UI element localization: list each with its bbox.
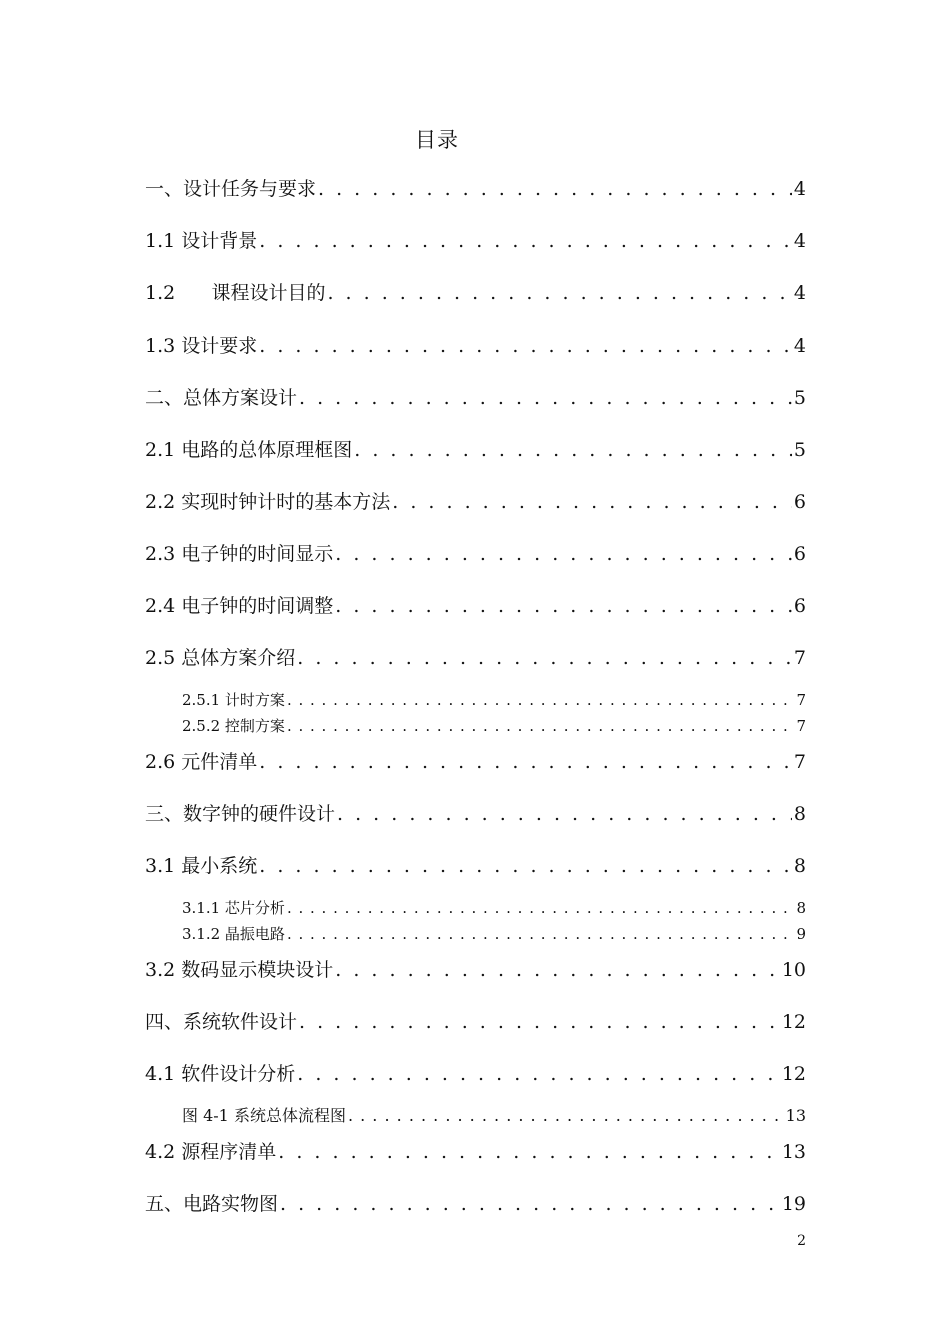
toc-leader-dots [297, 1060, 780, 1088]
toc-entry[interactable] [145, 279, 806, 307]
toc-entry-label: 二、总体方案设计 [145, 387, 298, 409]
toc-entry[interactable] [145, 332, 806, 360]
toc-entry[interactable] [145, 436, 806, 464]
toc-entry-page: 4 [793, 282, 806, 304]
toc-entry[interactable] [145, 384, 806, 412]
toc-entry-label: 2.3 电子钟的时间显示 [145, 543, 334, 565]
toc-entry-page: 13 [781, 1141, 806, 1163]
toc-title: 目录 [415, 128, 459, 152]
toc-entry-label: 2.1 电路的总体原理框图 [145, 439, 353, 461]
toc-entry[interactable] [145, 644, 806, 672]
toc-entry[interactable] [145, 1138, 806, 1166]
toc-subentry[interactable] [182, 689, 806, 711]
toc-leader-dots [259, 332, 792, 360]
toc-entry-page: 4 [793, 230, 806, 252]
toc-entry-label: 2.5.2 控制方案 [182, 717, 285, 735]
toc-subentry[interactable] [182, 923, 806, 945]
toc-entry[interactable] [145, 488, 806, 516]
toc-entry-page: 7 [796, 691, 806, 709]
toc-entry-label: 1.1 设计背景 [145, 230, 258, 252]
toc-entry-page: 13 [785, 1106, 806, 1125]
toc-entry-page: 4 [793, 178, 806, 200]
toc-entry[interactable] [145, 852, 806, 880]
toc-leader-dots [259, 227, 792, 255]
toc-entry-label: 2.4 电子钟的时间调整 [145, 595, 334, 617]
toc-entry-label: 2.5.1 计时方案 [182, 691, 285, 709]
toc-entry-page: 7 [793, 751, 806, 773]
toc-entry-page: 6 [793, 543, 806, 565]
toc-leader-dots [354, 436, 792, 464]
toc-leader-dots [259, 852, 792, 880]
toc-leader-dots [327, 279, 791, 307]
toc-entry-page: 5 [793, 439, 806, 461]
toc-entry[interactable] [145, 1190, 806, 1218]
toc-entry-page: 8 [793, 855, 806, 877]
toc-entry-label: 3.1.1 芯片分析 [182, 899, 285, 917]
toc-entry[interactable] [145, 800, 806, 828]
toc-entry-page: 7 [796, 717, 806, 735]
toc-entry[interactable] [145, 175, 806, 203]
toc-leader-dots [287, 715, 795, 737]
toc-leader-dots [280, 1190, 780, 1218]
toc-entry-page: 9 [796, 925, 806, 943]
toc-entry-label: 五、电路实物图 [145, 1193, 279, 1215]
toc-entry[interactable] [145, 748, 806, 776]
toc-entry-label: 3.1.2 晶振电路 [182, 925, 285, 943]
toc-entry-label: 一、设计任务与要求 [145, 178, 317, 200]
toc-entry-label: 2.6 元件清单 [145, 751, 258, 773]
toc-entry[interactable] [145, 956, 806, 984]
toc-entry[interactable] [145, 540, 806, 568]
toc-entry[interactable] [145, 1060, 806, 1088]
toc-entry-page: 12 [781, 1011, 806, 1033]
toc-entry-label: 2.5 总体方案介绍 [145, 647, 296, 669]
toc-entry[interactable] [145, 1008, 806, 1036]
toc-leader-dots [318, 175, 792, 203]
toc-entry-label: 图 4-1 系统总体流程图 [182, 1106, 346, 1125]
toc-entry-label: 1.3 设计要求 [145, 335, 258, 357]
toc-leader-dots [335, 592, 792, 620]
toc-leader-dots [297, 644, 792, 672]
toc-leader-dots [259, 748, 792, 776]
toc-entry-page: 19 [781, 1193, 806, 1215]
toc-leader-dots [348, 1104, 784, 1128]
toc-entry-label: 三、数字钟的硬件设计 [145, 803, 336, 825]
toc-figure-entry[interactable] [182, 1104, 806, 1128]
toc-entry-page: 10 [781, 959, 806, 981]
toc-entry-page: 6 [793, 491, 806, 513]
toc-entry-label: 1.2 课程设计目的 [145, 282, 326, 304]
toc-entry-label: 3.2 数码显示模块设计 [145, 959, 334, 981]
toc-entry-label: 4.1 软件设计分析 [145, 1063, 296, 1085]
toc-entry[interactable] [145, 592, 806, 620]
toc-leader-dots [337, 800, 792, 828]
toc-leader-dots [299, 384, 792, 412]
toc-entry-label: 2.2 实现时钟计时的基本方法 [145, 491, 391, 513]
toc-entry-page: 12 [781, 1063, 806, 1085]
toc-leader-dots [335, 956, 780, 984]
toc-leader-dots [287, 923, 795, 945]
toc-leader-dots [287, 689, 795, 711]
page-number: 2 [797, 1233, 806, 1249]
toc-leader-dots [287, 897, 795, 919]
toc-entry-page: 8 [796, 899, 806, 917]
toc-entry-page: 4 [793, 335, 806, 357]
toc-entry-label: 3.1 最小系统 [145, 855, 258, 877]
toc-entry-label: 四、系统软件设计 [145, 1011, 298, 1033]
toc-leader-dots [392, 488, 792, 516]
toc-entry-page: 8 [793, 803, 806, 825]
toc-leader-dots [335, 540, 792, 568]
toc-leader-dots [278, 1138, 780, 1166]
toc-subentry[interactable] [182, 897, 806, 919]
toc-leader-dots [299, 1008, 780, 1036]
toc-entry-page: 5 [793, 387, 806, 409]
toc-entry-page: 7 [793, 647, 806, 669]
toc-entry[interactable] [145, 227, 806, 255]
toc-subentry[interactable] [182, 715, 806, 737]
toc-entry-label: 4.2 源程序清单 [145, 1141, 277, 1163]
toc-entry-page: 6 [793, 595, 806, 617]
